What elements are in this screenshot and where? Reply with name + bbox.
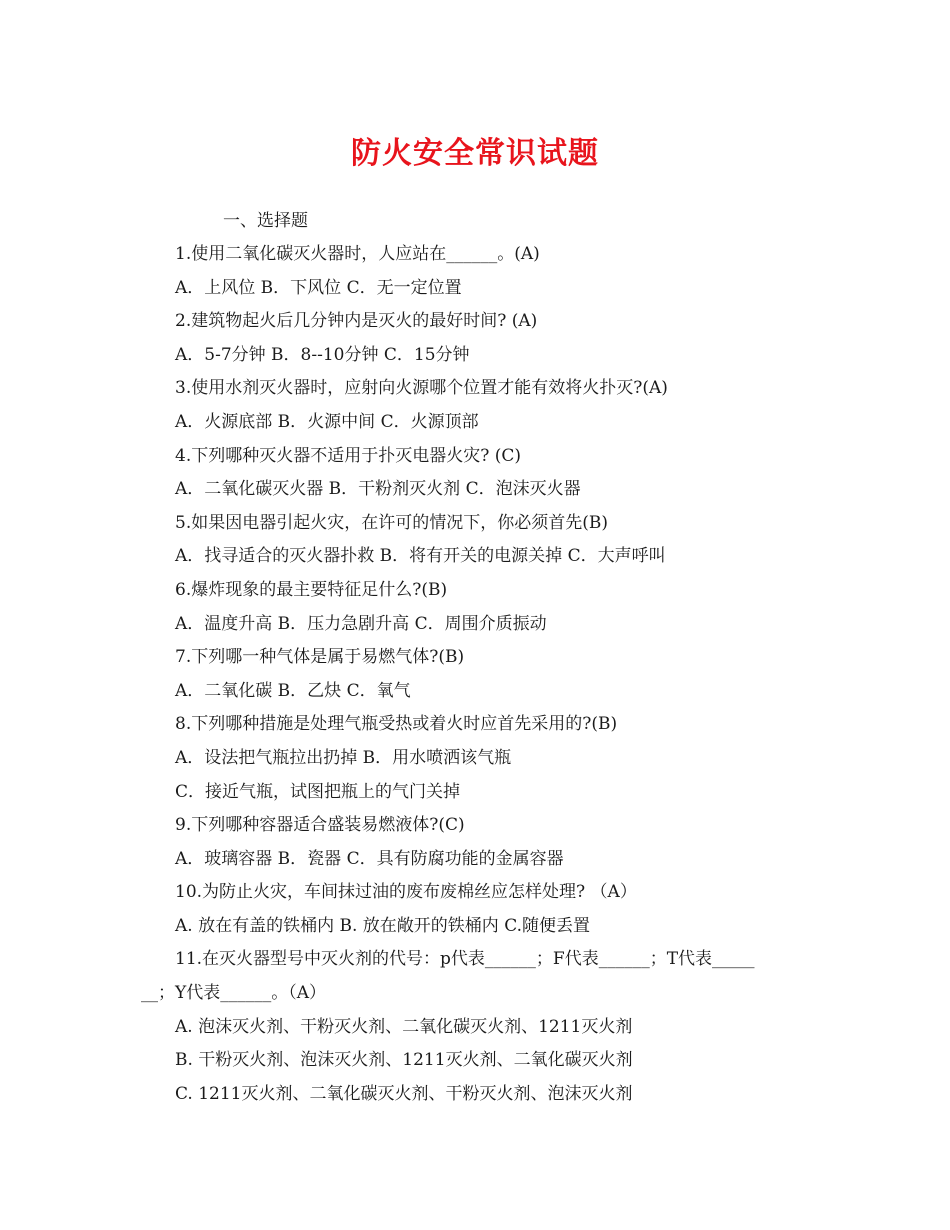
answer-options-line: A．找寻适合的灭火器扑救 B．将有开关的电源关掉 C．大声呼叫: [175, 546, 666, 567]
section-heading: 一、选择题: [223, 211, 308, 231]
answer-options-line: A．二氧化碳灭火器 B．干粉剂灭火剂 C．泡沫灭火器: [175, 479, 581, 500]
question-line-continuation: __；Y代表______。（A）: [141, 983, 326, 1004]
answer-options-line: A．设法把气瓶拉出扔掉 B．用水喷洒该气瓶: [175, 747, 512, 768]
question-line: 7.下列哪一种气体是属于易燃气体?(B): [175, 647, 465, 668]
answer-options-line: A．5-7分钟 B．8--10分钟 C．15分钟: [175, 344, 470, 365]
question-line: 10.为防止火灾，车间抹过油的废布废棉丝应怎样处理? （A）: [175, 882, 637, 903]
question-line: 9.下列哪种容器适合盛装易燃液体?(C): [175, 815, 465, 836]
question-line: 6.爆炸现象的最主要特征足什么?(B): [175, 579, 448, 600]
answer-options-line: B. 干粉灭火剂、泡沫灭火剂、1211灭火剂、二氧化碳灭火剂: [175, 1050, 633, 1071]
question-line: 3.使用水剂灭火器时，应射向火源哪个位置才能有效将火扑灭?(A): [175, 378, 668, 399]
answer-options-line: A．温度升高 B．压力急剧升高 C．周围介质振动: [175, 613, 547, 634]
question-line: 1.使用二氧化碳灭火器时，人应站在______。(A): [175, 244, 540, 264]
question-line: 8.下列哪种措施是处理气瓶受热或着火时应首先采用的?(B): [175, 714, 618, 735]
answer-options-line: A．火源底部 B．火源中间 C．火源顶部: [175, 411, 479, 432]
answer-options-line: A. 泡沫灭火剂、干粉灭火剂、二氧化碳灭火剂、1211灭火剂: [175, 1016, 633, 1037]
question-line: 5.如果因电器引起火灾，在许可的情况下，你必须首先(B): [175, 512, 608, 533]
answer-options-line: C. 1211灭火剂、二氧化碳灭火剂、干粉灭火剂、泡沫灭火剂: [175, 1083, 633, 1104]
question-line: 4.下列哪种灭火器不适用于扑灭电器火灾? (C): [175, 445, 522, 466]
answer-options-line: A．玻璃容器 B．瓷器 C．具有防腐功能的金属容器: [175, 848, 564, 869]
question-list: [141, 241, 815, 1114]
answer-options-line: A. 放在有盖的铁桶内 B. 放在敞开的铁桶内 C.随便丢置: [175, 915, 590, 936]
answer-options-line: A．二氧化碳 B．乙炔 C．氧气: [175, 680, 411, 701]
question-line: 2.建筑物起火后几分钟内是灭火的最好时间? (A): [175, 311, 538, 332]
document-title: 防火安全常识试题: [351, 136, 599, 171]
answer-options-line: A．上风位 B．下风位 C．无一定位置: [175, 277, 462, 298]
question-line: 11.在灭火器型号中灭火剂的代号：p代表______；F代表______；T代表_____: [175, 949, 755, 970]
answer-options-line: C．接近气瓶，试图把瓶上的气门关掉: [175, 781, 461, 802]
